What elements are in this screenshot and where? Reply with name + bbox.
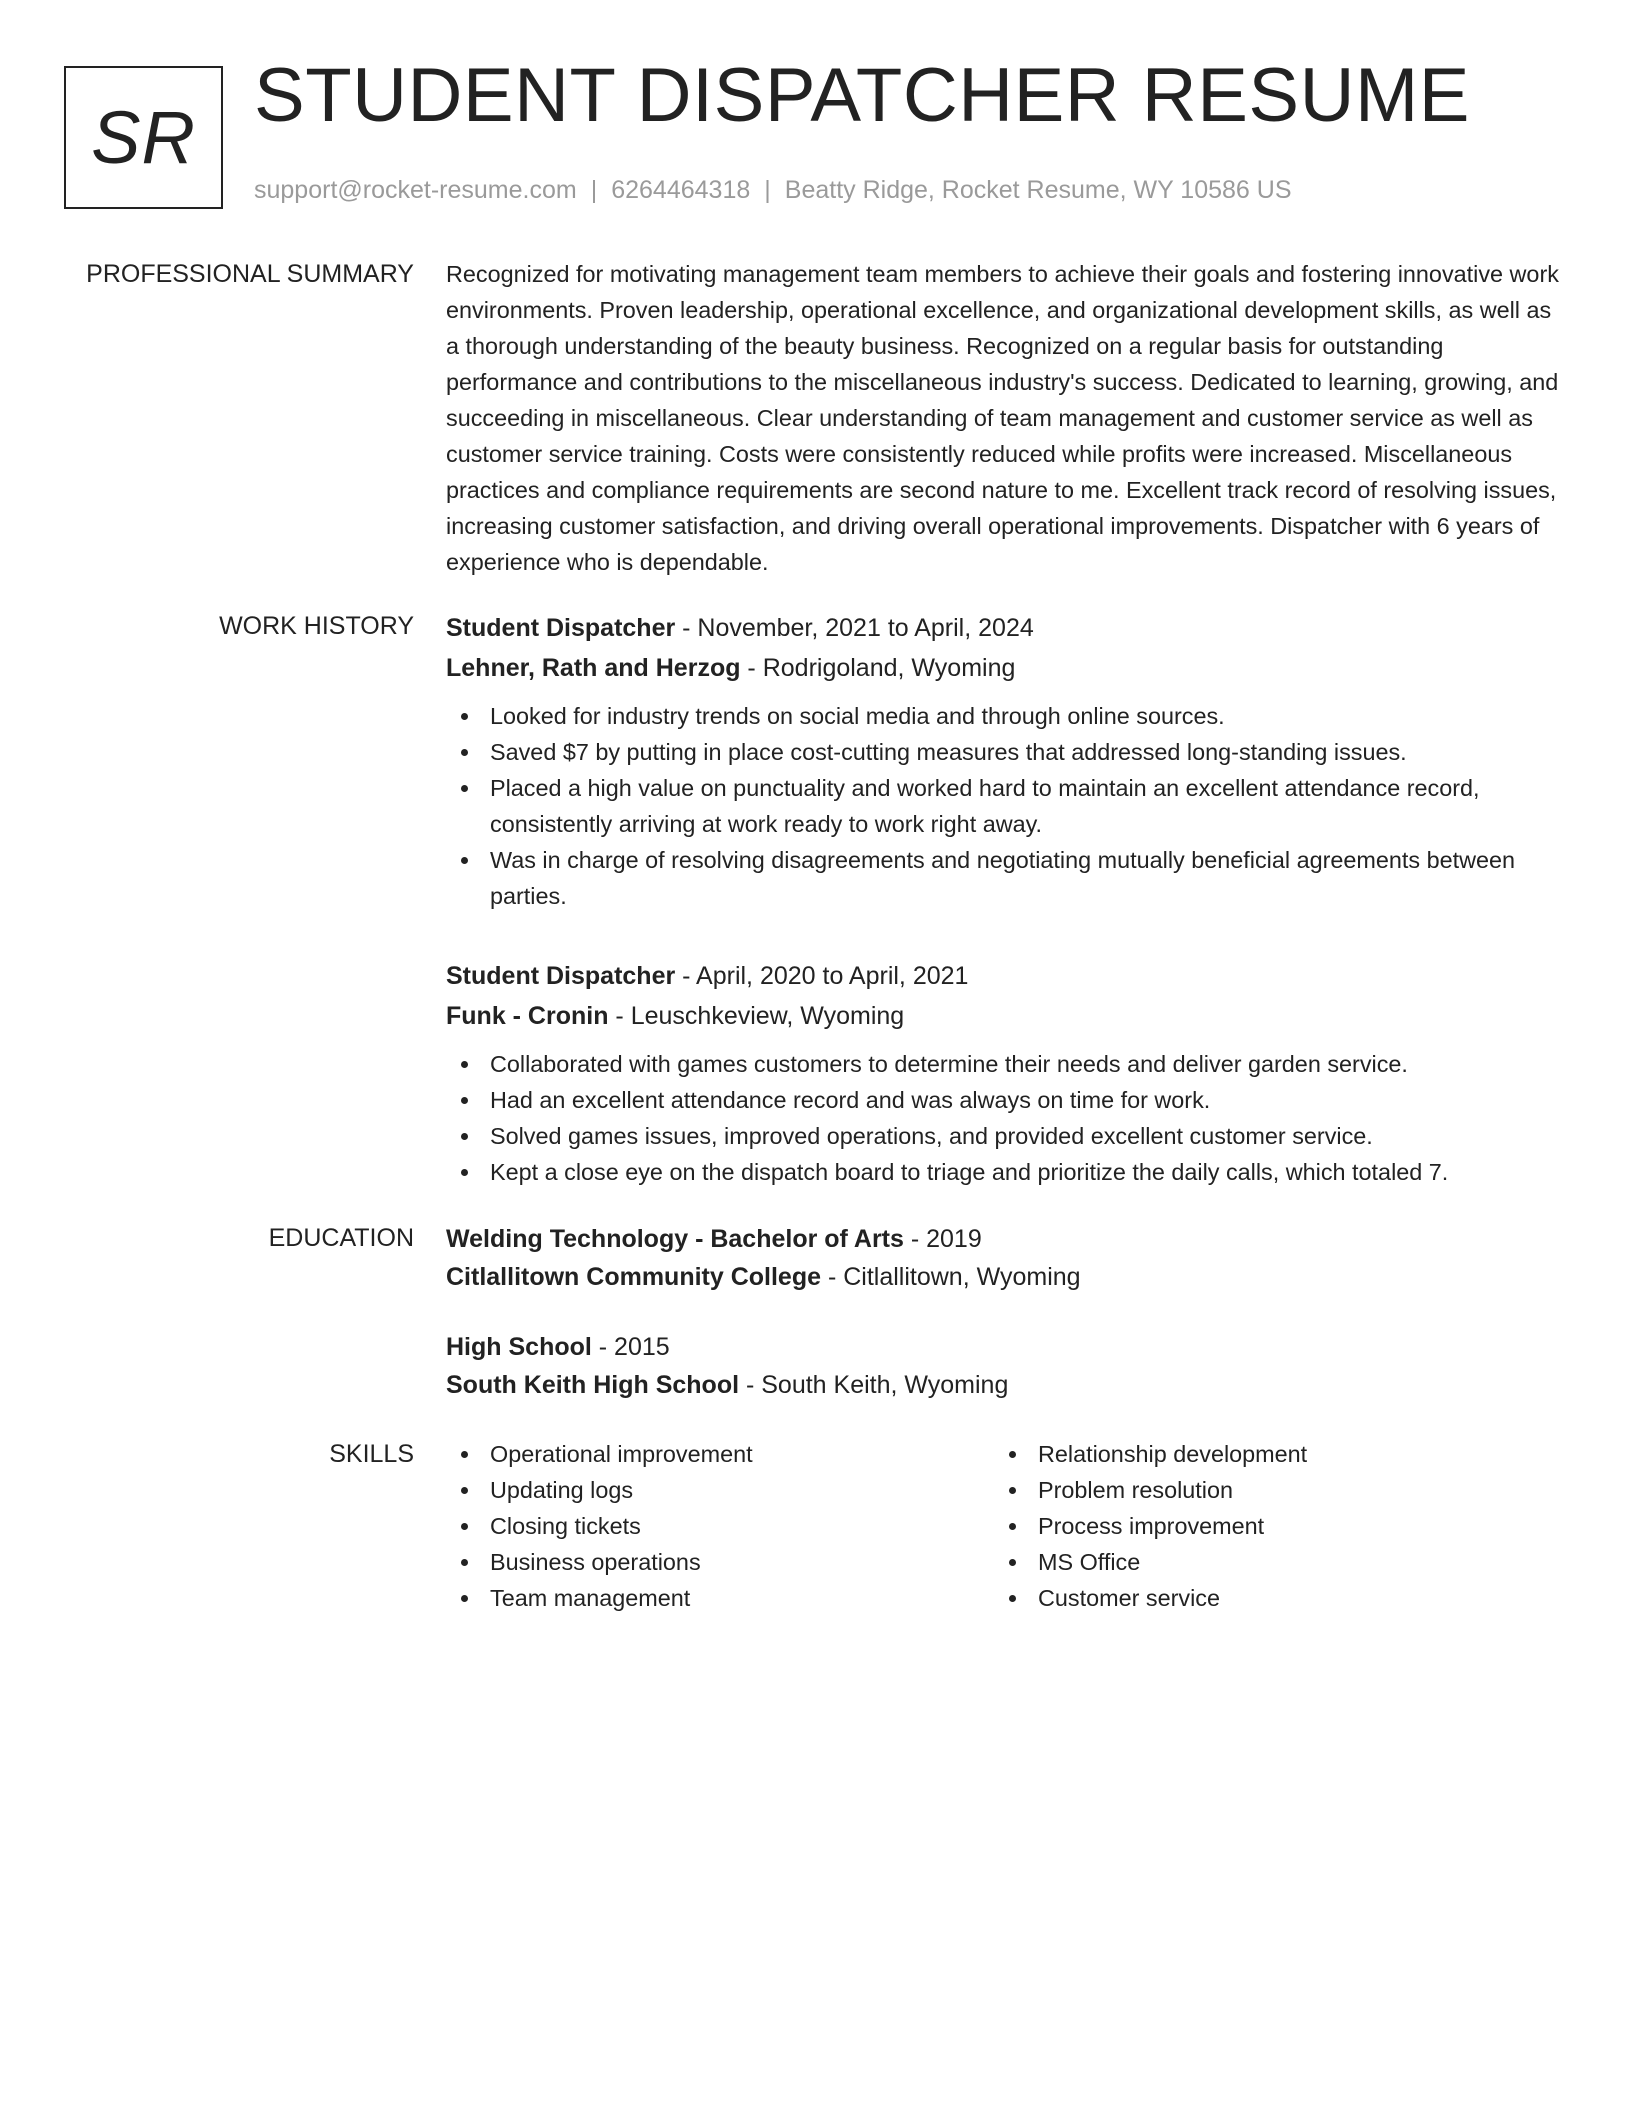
skills-body	[446, 1436, 1566, 1616]
job-title-line	[446, 956, 1566, 996]
skill-item: Problem resolution	[994, 1472, 1542, 1508]
contact-separator: |	[590, 176, 598, 204]
job-title: Student Dispatcher	[446, 614, 676, 642]
education-school-line	[446, 1366, 1566, 1404]
education-degree: High School	[446, 1333, 592, 1361]
contact-address: Beatty Ridge, Rocket Resume, WY 10586 US	[784, 176, 1292, 204]
skill-item: MS Office	[994, 1544, 1542, 1580]
job-title: Student Dispatcher	[446, 962, 676, 990]
job-location: - Leuschkeview, Wyoming	[608, 1002, 905, 1030]
monogram-initials: SR	[91, 95, 196, 179]
section-label-education: EDUCATION	[268, 1224, 414, 1252]
job-location: - Rodrigoland, Wyoming	[740, 654, 1016, 682]
job-company: Funk - Cronin	[446, 1002, 609, 1030]
job-bullet: Collaborated with games customers to determine their needs and deliver garden service.	[446, 1046, 1566, 1082]
job-bullet: Saved $7 by putting in place cost-cutting measures that addressed long-standing issues.	[446, 734, 1566, 770]
section-label-skills: SKILLS	[329, 1440, 414, 1468]
summary-text: Recognized for motivating management team members to achieve their goals and fostering innovative work environments. Proven leadership, operational excellence, and organizational development skills, as well as a thorough understanding of the beauty business. Recognized on a regular basis for outstanding performance and contributions to the miscellaneous industry's success. Dedicated to learning, growing, and succeeding in miscellaneous. Clear understanding of team management and customer service as well as customer service training. Costs were consistently reduced while profits were increased. Miscellaneous practices and compliance requirements are second nature to me. Excellent track record of resolving issues, increasing customer satisfaction, and driving overall operational improvements. Dispatcher with 6 years of experience who is dependable.	[446, 261, 1559, 575]
education-degree-line	[446, 1328, 1566, 1366]
section-label-summary: PROFESSIONAL SUMMARY	[86, 260, 414, 288]
job-bullets	[446, 1046, 1566, 1190]
education-entry	[446, 1328, 1566, 1404]
skill-item: Closing tickets	[446, 1508, 994, 1544]
contact-separator: |	[764, 176, 771, 204]
job-entry	[446, 956, 1566, 1190]
contact-line	[254, 175, 1292, 205]
summary-body	[446, 256, 1566, 580]
education-degree-line	[446, 1220, 1566, 1258]
job-bullet: Looked for industry trends on social media and through online sources.	[446, 698, 1566, 734]
job-company: Lehner, Rath and Herzog	[446, 654, 741, 682]
job-bullet: Was in charge of resolving disagreements and negotiating mutually beneficial agreements between parties.	[446, 842, 1566, 914]
skill-item: Customer service	[994, 1580, 1542, 1616]
education-degree: Welding Technology - Bachelor of Arts	[446, 1225, 904, 1253]
job-bullets	[446, 698, 1566, 914]
education-entry	[446, 1220, 1566, 1296]
job-company-line	[446, 648, 1566, 688]
education-location: - South Keith, Wyoming	[739, 1371, 1009, 1399]
skill-item: Operational improvement	[446, 1436, 994, 1472]
education-school: South Keith High School	[446, 1371, 740, 1399]
section-label-work-history: WORK HISTORY	[219, 612, 414, 640]
education-year: - 2019	[903, 1225, 982, 1253]
contact-phone: 6264464318	[611, 176, 751, 204]
skills-grid	[446, 1436, 1566, 1616]
job-dates: - April, 2020 to April, 2021	[675, 962, 969, 990]
job-title-line	[446, 608, 1566, 648]
skill-item: Relationship development	[994, 1436, 1542, 1472]
skill-item: Team management	[446, 1580, 994, 1616]
skill-item: Business operations	[446, 1544, 994, 1580]
work-history-body	[446, 608, 1566, 1232]
job-bullet: Kept a close eye on the dispatch board to triage and prioritize the daily calls, which totaled 7.	[446, 1154, 1566, 1190]
education-school: Citlallitown Community College	[446, 1263, 822, 1291]
job-bullet: Solved games issues, improved operations, and provided excellent customer service.	[446, 1118, 1566, 1154]
job-dates: - November, 2021 to April, 2024	[675, 614, 1034, 642]
monogram-box	[64, 66, 223, 209]
job-company-line	[446, 996, 1566, 1036]
education-location: - Citlallitown, Wyoming	[821, 1263, 1081, 1291]
education-year: - 2015	[591, 1333, 670, 1361]
skill-item: Updating logs	[446, 1472, 994, 1508]
skills-column-left	[446, 1436, 994, 1616]
contact-email: support@rocket-resume.com	[254, 176, 577, 204]
skills-column-right	[994, 1436, 1542, 1616]
education-body	[446, 1220, 1566, 1436]
skill-item: Process improvement	[994, 1508, 1542, 1544]
resume-title: STUDENT DISPATCHER RESUME	[254, 53, 1470, 138]
job-bullet: Placed a high value on punctuality and worked hard to maintain an excellent attendance record, consistently arriving at work ready to work right away.	[446, 770, 1566, 842]
job-bullet: Had an excellent attendance record and was always on time for work.	[446, 1082, 1566, 1118]
job-entry	[446, 608, 1566, 914]
education-school-line	[446, 1258, 1566, 1296]
